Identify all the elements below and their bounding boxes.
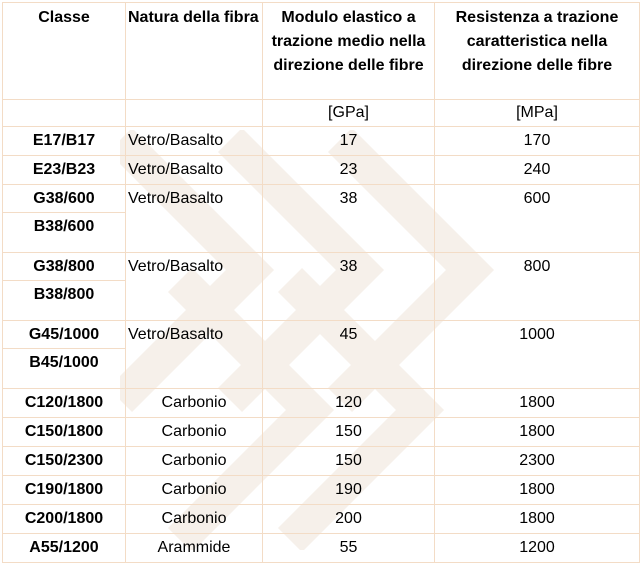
cell-modulo: 38 xyxy=(263,185,435,253)
cell-resistenza: 800 xyxy=(435,253,640,321)
cell-modulo: 150 xyxy=(263,418,435,447)
cell-resistenza: 1800 xyxy=(435,389,640,418)
cell-resistenza: 1200 xyxy=(435,534,640,563)
cell-classe: G38/800 xyxy=(3,253,126,281)
cell-classe: B38/800 xyxy=(3,281,126,321)
table-row xyxy=(3,418,640,447)
cell-classe: G45/1000 xyxy=(3,321,126,349)
fiber-classes-table xyxy=(2,2,640,563)
cell-modulo: 23 xyxy=(263,156,435,185)
cell-classe: C120/1800 xyxy=(3,389,126,418)
header-resistenza: Resistenza a trazione caratteristica nella direzione delle fibre xyxy=(435,3,640,100)
cell-resistenza: 2300 xyxy=(435,447,640,476)
header-natura: Natura della fibra xyxy=(126,3,263,100)
cell-natura: Vetro/Basalto xyxy=(126,253,263,321)
cell-natura: Vetro/Basalto xyxy=(126,127,263,156)
cell-classe: C150/2300 xyxy=(3,447,126,476)
cell-modulo: 190 xyxy=(263,476,435,505)
cell-classe: C150/1800 xyxy=(3,418,126,447)
cell-natura: Carbonio xyxy=(126,389,263,418)
cell-resistenza: 600 xyxy=(435,185,640,253)
cell-natura: Carbonio xyxy=(126,505,263,534)
cell-modulo: 55 xyxy=(263,534,435,563)
table-row xyxy=(3,127,640,156)
table-row xyxy=(3,476,640,505)
cell-natura: Carbonio xyxy=(126,476,263,505)
cell-resistenza: 1800 xyxy=(435,476,640,505)
cell-modulo: 38 xyxy=(263,253,435,321)
cell-modulo: 17 xyxy=(263,127,435,156)
unit-resistenza: [MPa] xyxy=(435,100,640,127)
cell-modulo: 200 xyxy=(263,505,435,534)
cell-classe: A55/1200 xyxy=(3,534,126,563)
cell-resistenza: 1800 xyxy=(435,418,640,447)
cell-natura: Vetro/Basalto xyxy=(126,156,263,185)
table-row xyxy=(3,156,640,185)
cell-classe: B38/600 xyxy=(3,213,126,253)
header-modulo: Modulo elastico a trazione medio nella direzione delle fibre xyxy=(263,3,435,100)
cell-resistenza: 240 xyxy=(435,156,640,185)
units-row xyxy=(3,100,640,127)
table-row xyxy=(3,185,640,213)
cell-natura: Vetro/Basalto xyxy=(126,185,263,253)
units-empty-classe xyxy=(3,100,126,127)
units-empty-natura xyxy=(126,100,263,127)
cell-resistenza: 1800 xyxy=(435,505,640,534)
cell-classe: C190/1800 xyxy=(3,476,126,505)
cell-modulo: 120 xyxy=(263,389,435,418)
cell-modulo: 45 xyxy=(263,321,435,389)
table-row xyxy=(3,534,640,563)
cell-classe: B45/1000 xyxy=(3,349,126,389)
unit-modulo: [GPa] xyxy=(263,100,435,127)
cell-resistenza: 170 xyxy=(435,127,640,156)
cell-classe: E23/B23 xyxy=(3,156,126,185)
table-row xyxy=(3,447,640,476)
table-row xyxy=(3,505,640,534)
table-row xyxy=(3,253,640,281)
cell-natura: Carbonio xyxy=(126,418,263,447)
cell-classe: G38/600 xyxy=(3,185,126,213)
cell-natura: Arammide xyxy=(126,534,263,563)
cell-modulo: 150 xyxy=(263,447,435,476)
header-row xyxy=(3,3,640,100)
table-row xyxy=(3,389,640,418)
cell-natura: Vetro/Basalto xyxy=(126,321,263,389)
table-row xyxy=(3,321,640,349)
header-classe: Classe xyxy=(3,3,126,100)
cell-natura: Carbonio xyxy=(126,447,263,476)
cell-classe: C200/1800 xyxy=(3,505,126,534)
cell-resistenza: 1000 xyxy=(435,321,640,389)
cell-classe: E17/B17 xyxy=(3,127,126,156)
